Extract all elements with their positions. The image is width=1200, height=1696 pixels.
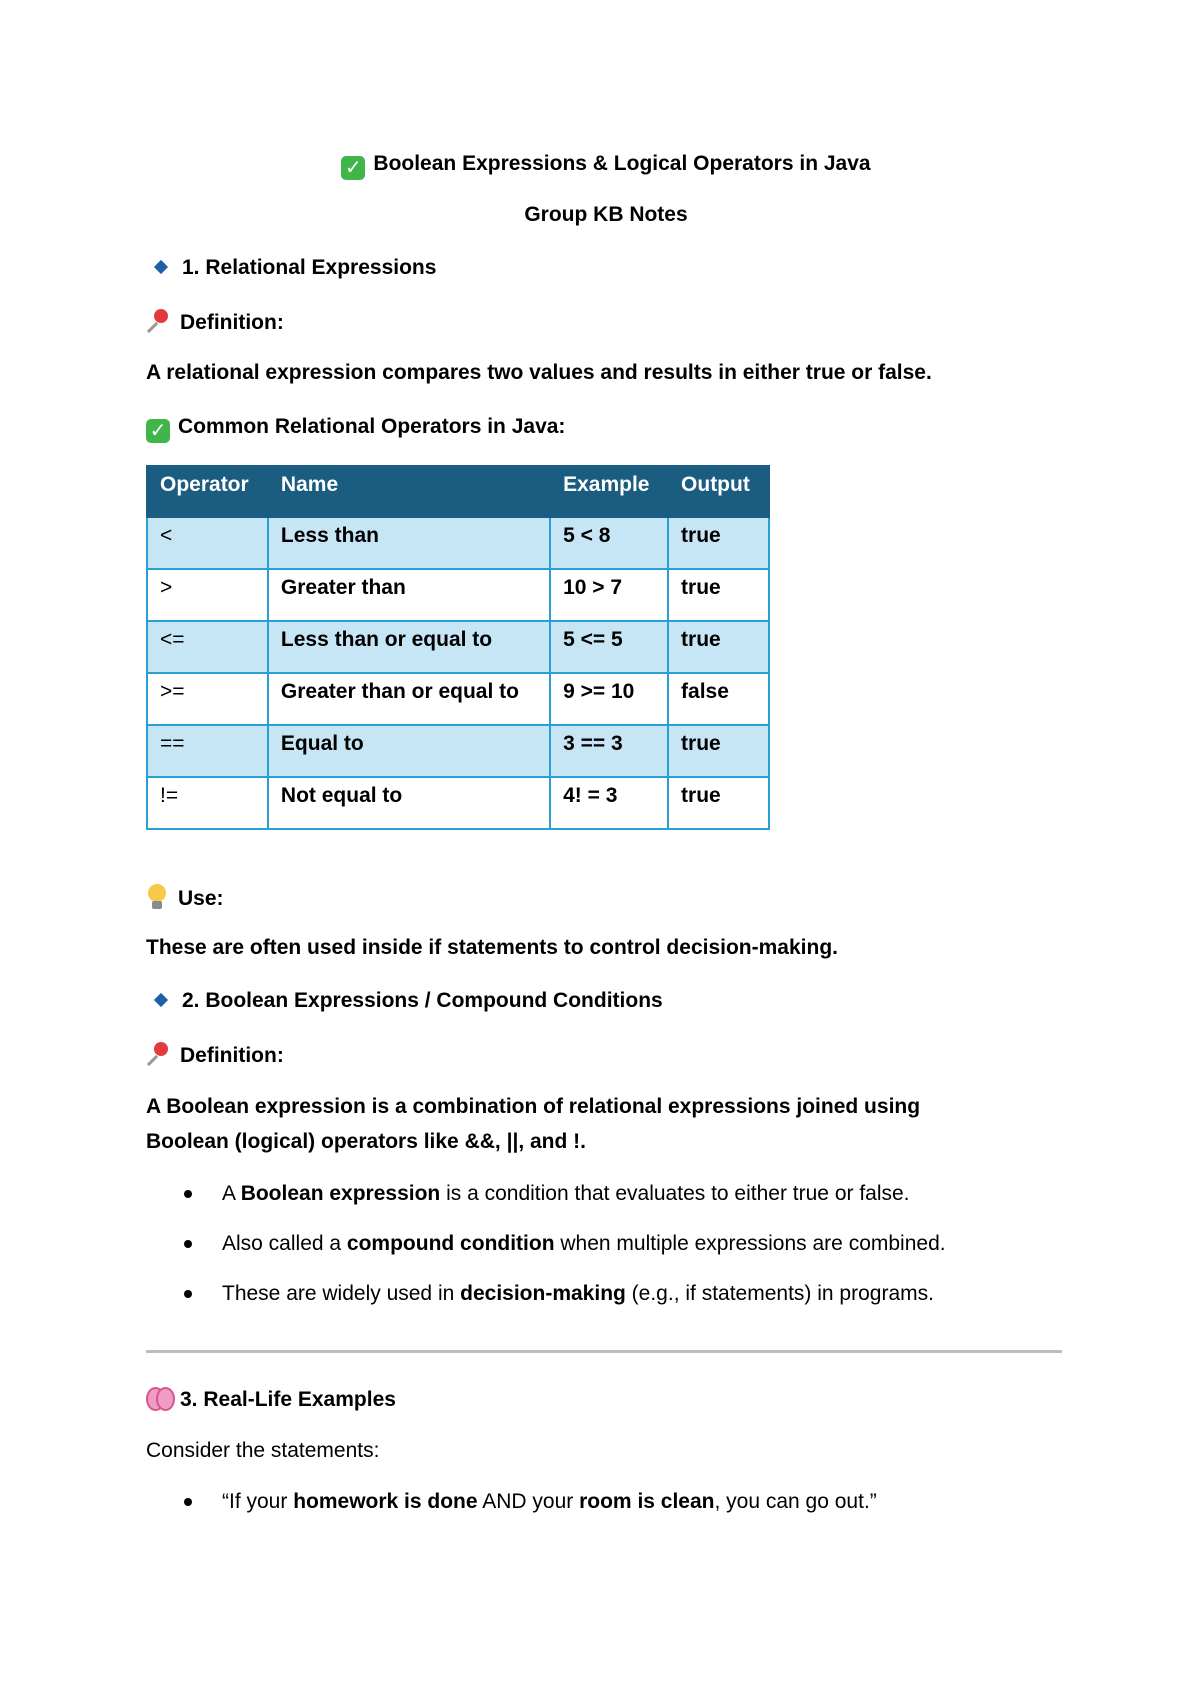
table-cell: 5 <= 5 [550,621,668,673]
use-label-text: Use: [178,887,224,910]
table-cell: Not equal to [268,777,550,829]
check-mark-icon: ✓ [341,156,365,180]
table-cell: Greater than or equal to [268,673,550,725]
list-item [184,1180,910,1208]
table-cell: true [668,621,769,673]
document-title-text: Boolean Expressions & Logical Operators in Java [373,152,871,175]
list-item-text: “If your [222,1490,294,1513]
table-header-cell: Operator [147,466,268,517]
list-item-bold-text: room is clean [579,1490,715,1513]
section2-definition-line2: Boolean (logical) operators like &&, ||, and !. [146,1130,586,1153]
list-item-bold-text: Boolean expression [240,1182,441,1205]
list-item-text: (e.g., if statements) in programs. [625,1282,934,1305]
relational-operators-table [146,465,770,830]
table-cell: Greater than [268,569,550,621]
table-row [147,621,769,673]
brain-icon [146,1387,174,1411]
operators-heading-text: Common Relational Operators in Java: [178,415,566,438]
table-cell: != [147,777,268,829]
table-cell: true [668,569,769,621]
list-item-text: is a condition that evaluates to either true or false. [440,1182,910,1205]
horizontal-divider [146,1350,1062,1353]
table-cell: Less than or equal to [268,621,550,673]
section2-definition-line1: A Boolean expression is a combination of relational expressions joined using [146,1095,921,1118]
list-item-bold-text: homework is done [293,1490,478,1513]
blue-diamond-icon [154,993,168,1007]
check-mark-icon: ✓ [146,419,170,443]
list-item [184,1280,934,1308]
table-header-row [147,466,769,517]
table-cell: false [668,673,769,725]
use-label [146,884,224,913]
list-item-text: AND your [477,1490,580,1513]
pushpin-icon [146,1041,172,1067]
table-row [147,673,769,725]
list-item-bold-text: compound condition [346,1232,555,1255]
section2-definition-label-text: Definition: [180,1044,284,1067]
table-row [147,517,769,569]
section2-heading [146,987,663,1015]
table-cell: true [668,725,769,777]
list-item-text: Also called a [222,1232,347,1255]
table-cell: true [668,517,769,569]
list-item-text: These are widely used in [222,1282,461,1305]
list-item-bold-text: decision-making [460,1282,626,1305]
section3-intro: Consider the statements: [146,1439,380,1462]
light-bulb-icon [146,884,168,910]
table-cell: <= [147,621,268,673]
table-cell: 4! = 3 [550,777,668,829]
table-header-cell: Name [268,466,550,517]
list-item-text: , you can go out.” [714,1490,877,1513]
section3-heading [146,1386,396,1414]
bullet-icon [184,1190,192,1198]
table-cell: true [668,777,769,829]
list-item [184,1488,877,1516]
section3-heading-text: 3. Real-Life Examples [180,1388,396,1411]
list-item [184,1230,946,1258]
bullet-icon [184,1290,192,1298]
section1-definition-text: A relational expression compares two values and results in either true or false. [146,361,932,384]
section1-heading [146,254,436,282]
table-row [147,777,769,829]
table-cell: 10 > 7 [550,569,668,621]
operators-heading [146,413,565,443]
list-item-text: when multiple expressions are combined. [554,1232,946,1255]
section1-definition-label [146,308,284,337]
pushpin-icon [146,308,172,334]
bullet-icon [184,1498,192,1506]
table-header-cell: Output [668,466,769,517]
table-cell: == [147,725,268,777]
section2-heading-text: 2. Boolean Expressions / Compound Conditions [182,989,663,1012]
section2-definition-label [146,1041,284,1070]
table-cell: Equal to [268,725,550,777]
table-cell: > [147,569,268,621]
document-title [0,150,1200,180]
table-cell: 5 < 8 [550,517,668,569]
section1-definition-label-text: Definition: [180,311,284,334]
table-header-cell: Example [550,466,668,517]
table-row [147,725,769,777]
document-subtitle: Group KB Notes [524,203,688,226]
list-item-text: A [222,1182,241,1205]
table-cell: >= [147,673,268,725]
table-cell: < [147,517,268,569]
blue-diamond-icon [154,260,168,274]
bullet-icon [184,1240,192,1248]
table-cell: 9 >= 10 [550,673,668,725]
table-cell: Less than [268,517,550,569]
use-text: These are often used inside if statements to control decision-making. [146,936,838,959]
table-row [147,569,769,621]
table-cell: 3 == 3 [550,725,668,777]
section1-heading-text: 1. Relational Expressions [182,256,437,279]
